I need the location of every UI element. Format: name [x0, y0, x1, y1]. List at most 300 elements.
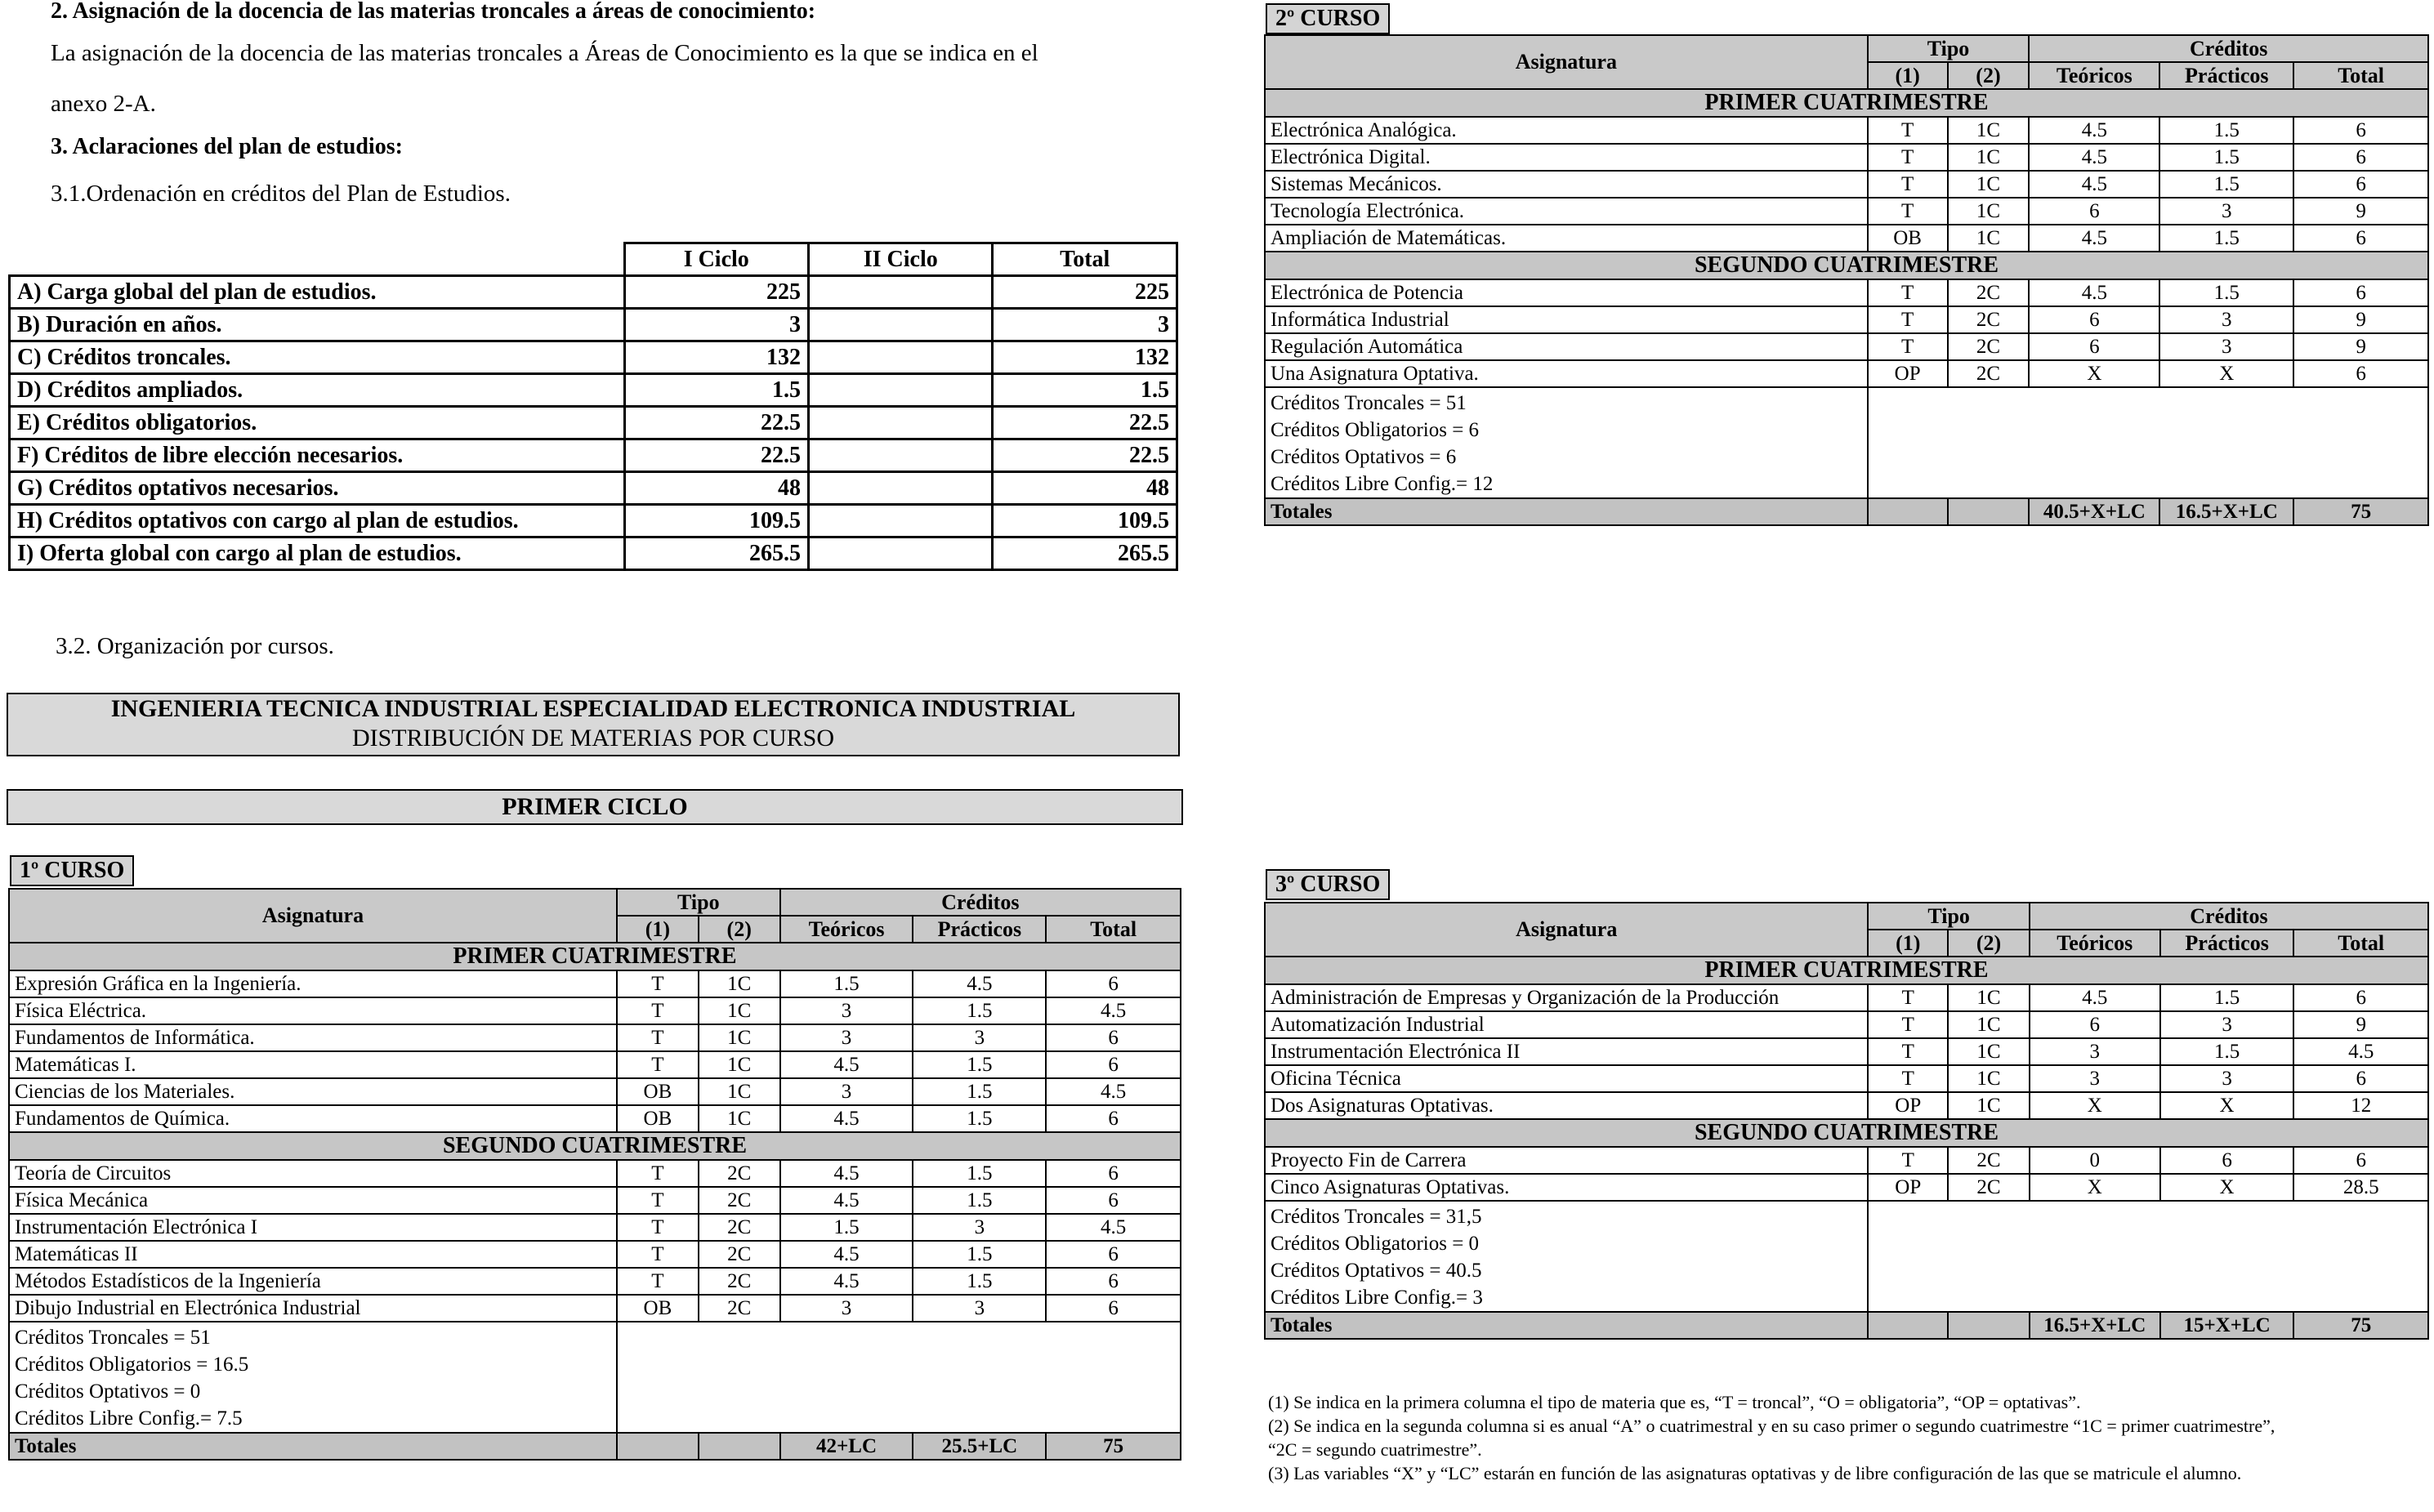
credits-summary-line: Créditos Obligatorios = 6	[1271, 419, 1480, 441]
subject-theory: 3	[780, 997, 913, 1024]
subject-total: 9	[2293, 1011, 2428, 1038]
subject-period: 2C	[1948, 333, 2030, 360]
subject-type: OP	[1868, 1174, 1948, 1201]
subject-practice: 1.5	[2160, 984, 2294, 1011]
subject-period: 1C	[1948, 984, 2030, 1011]
subject-practice: 3	[2160, 1065, 2294, 1092]
subject-row	[9, 1241, 1181, 1268]
subject-row	[1265, 1065, 2428, 1092]
subject-name: Electrónica Digital.	[1265, 144, 1868, 171]
subject-theory: 3	[780, 1078, 913, 1105]
subject-row	[1265, 1092, 2428, 1119]
credits-summary-blank	[1868, 1201, 2428, 1312]
subject-type: OB	[1868, 225, 1948, 252]
subject-period: 1C	[1948, 144, 2030, 171]
subject-practice: 3	[913, 1295, 1046, 1322]
subject-period: 2C	[699, 1160, 780, 1187]
subject-total: 6	[2293, 1147, 2428, 1174]
subject-total: 6	[2293, 360, 2428, 387]
subject-period: 1C	[1948, 225, 2030, 252]
subject-practice: 1.5	[913, 997, 1046, 1024]
subject-practice: 1.5	[913, 1078, 1046, 1105]
subject-name: Métodos Estadísticos de la Ingeniería	[9, 1268, 617, 1295]
summary-label: E) Créditos obligatorios.	[10, 407, 625, 439]
credits-summary-blank	[1868, 387, 2428, 498]
totals-label: Totales	[9, 1433, 617, 1460]
header-tipo-1: (1)	[617, 916, 699, 943]
course-3-tag: 3º CURSO	[1266, 869, 1390, 900]
summary-total: 22.5	[993, 407, 1177, 439]
credits-summary-row	[9, 1322, 1181, 1433]
subject-theory: 6	[2029, 306, 2159, 333]
credits-summary-line: Créditos Libre Config.= 7.5	[15, 1407, 243, 1429]
totals-label: Totales	[1265, 1312, 1868, 1339]
subject-period: 1C	[699, 1078, 780, 1105]
subject-type: T	[1868, 1065, 1948, 1092]
summary-row	[10, 309, 1177, 341]
col-header-ciclo2: II Ciclo	[808, 243, 992, 276]
totals-blank	[1868, 498, 1948, 525]
subject-type: T	[1868, 117, 1948, 144]
paragraph-assignment: La asignación de la docencia de las materias troncales a Áreas de Conocimiento es la que se indica en el	[51, 40, 1038, 66]
credits-summary-row	[1265, 387, 2428, 498]
summary-ciclo2	[808, 439, 992, 472]
subject-theory: 0	[2030, 1147, 2160, 1174]
subject-type: T	[617, 1024, 699, 1051]
header-tipo: Tipo	[1868, 35, 2030, 62]
subject-total: 6	[2293, 144, 2428, 171]
header-teoricos: Teóricos	[780, 916, 913, 943]
subject-practice: 3	[913, 1214, 1046, 1241]
header-tipo-2: (2)	[1948, 62, 2030, 89]
header-tipo-2: (2)	[1948, 930, 2030, 957]
subject-row	[9, 1160, 1181, 1187]
subject-name: Matemáticas I.	[9, 1051, 617, 1078]
subject-period: 1C	[1948, 1092, 2030, 1119]
summary-total: 48	[993, 472, 1177, 505]
totals-theory: 40.5+X+LC	[2029, 498, 2159, 525]
header-tipo-2: (2)	[699, 916, 780, 943]
subject-theory: 4.5	[780, 1268, 913, 1295]
header-asignatura: Asignatura	[1265, 903, 1868, 957]
subject-type: T	[1868, 306, 1948, 333]
subject-name: Instrumentación Electrónica II	[1265, 1038, 1868, 1065]
footnotes	[1268, 1390, 2428, 1485]
summary-ciclo2	[808, 537, 992, 570]
semester-row	[1265, 957, 2428, 984]
subject-name: Fundamentos de Química.	[9, 1105, 617, 1132]
subject-period: 2C	[1948, 306, 2030, 333]
summary-ciclo2	[808, 505, 992, 537]
summary-row	[10, 276, 1177, 309]
summary-label: D) Créditos ampliados.	[10, 374, 625, 407]
subject-type: T	[1868, 984, 1948, 1011]
subject-theory: 3	[2030, 1065, 2160, 1092]
subject-theory: 4.5	[780, 1105, 913, 1132]
subject-row	[1265, 117, 2428, 144]
header-asignatura: Asignatura	[9, 889, 617, 943]
totals-practice: 15+X+LC	[2160, 1312, 2294, 1339]
blank-cell	[10, 243, 625, 276]
subject-name: Electrónica de Potencia	[1265, 279, 1868, 306]
subject-row	[9, 1105, 1181, 1132]
subject-row	[9, 970, 1181, 997]
subject-practice: 1.5	[2159, 117, 2293, 144]
header-total: Total	[2293, 62, 2428, 89]
subject-period: 1C	[699, 997, 780, 1024]
summary-row	[10, 505, 1177, 537]
header-teoricos: Teóricos	[2029, 62, 2159, 89]
subject-total: 12	[2293, 1092, 2428, 1119]
summary-ciclo2	[808, 407, 992, 439]
summary-total: 3	[993, 309, 1177, 341]
subject-type: OB	[617, 1078, 699, 1105]
subject-period: 2C	[699, 1241, 780, 1268]
subject-total: 6	[2293, 117, 2428, 144]
summary-total: 132	[993, 341, 1177, 374]
subject-total: 6	[1046, 1241, 1181, 1268]
header-total: Total	[1046, 916, 1181, 943]
subject-name: Automatización Industrial	[1265, 1011, 1868, 1038]
subject-total: 9	[2293, 333, 2428, 360]
subject-name: Administración de Empresas y Organización de la Producción	[1265, 984, 1868, 1011]
subject-row	[1265, 1147, 2428, 1174]
subject-practice: 3	[2159, 333, 2293, 360]
subject-practice: 3	[2160, 1011, 2294, 1038]
subject-practice: 3	[913, 1024, 1046, 1051]
subject-theory: 4.5	[2029, 279, 2159, 306]
subject-row	[9, 1295, 1181, 1322]
summary-label: F) Créditos de libre elección necesarios.	[10, 439, 625, 472]
subject-row	[1265, 1038, 2428, 1065]
credits-summary-cell	[1265, 387, 1868, 498]
subject-type: OB	[617, 1295, 699, 1322]
subject-total: 6	[2293, 171, 2428, 198]
subject-type: T	[617, 1268, 699, 1295]
summary-total: 109.5	[993, 505, 1177, 537]
subject-period: 1C	[699, 1051, 780, 1078]
semester-row	[9, 1132, 1181, 1160]
subject-period: 2C	[699, 1268, 780, 1295]
heading-section-3: 3. Aclaraciones del plan de estudios:	[51, 134, 403, 159]
subject-period: 2C	[1948, 360, 2030, 387]
course-1-table	[8, 888, 1181, 1461]
subject-type: T	[617, 1051, 699, 1078]
heading-section-2: 2. Asignación de la docencia de las materias troncales a áreas de conocimiento:	[51, 0, 816, 24]
summary-ciclo2	[808, 309, 992, 341]
subject-period: 2C	[1948, 1174, 2030, 1201]
subject-row	[1265, 360, 2428, 387]
footnote-3: (3) Las variables “X” y “LC” estarán en función de las asignaturas optativas y de libre configuración de las que se matricule el alumno.	[1268, 1463, 2242, 1483]
subheading-3-2: 3.2. Organización por cursos.	[56, 633, 334, 659]
subject-row	[9, 1214, 1181, 1241]
subject-total: 6	[1046, 1105, 1181, 1132]
subject-row	[9, 997, 1181, 1024]
course-3-table	[1264, 902, 2429, 1340]
summary-label: H) Créditos optativos con cargo al plan de estudios.	[10, 505, 625, 537]
subject-practice: 1.5	[2159, 279, 2293, 306]
subject-practice: X	[2159, 360, 2293, 387]
summary-ciclo1: 132	[624, 341, 808, 374]
subject-type: T	[1868, 279, 1948, 306]
subject-type: T	[1868, 1147, 1948, 1174]
footnote-2: (2) Se indica en la segunda columna si es anual “A” o cuatrimestral y en su caso primer o segundo cuatrimestre “1C = primer cuatrimestre”,	[1268, 1416, 2275, 1436]
subject-total: 6	[1046, 1268, 1181, 1295]
subject-name: Tecnología Electrónica.	[1265, 198, 1868, 225]
subject-theory: 4.5	[2030, 984, 2160, 1011]
summary-label: B) Duración en años.	[10, 309, 625, 341]
totals-total: 75	[2293, 1312, 2428, 1339]
subject-row	[1265, 198, 2428, 225]
semester-title: PRIMER CUATRIMESTRE	[1265, 957, 2428, 984]
subject-practice: 1.5	[913, 1105, 1046, 1132]
subject-practice: 1.5	[913, 1051, 1046, 1078]
header-total: Total	[2293, 930, 2428, 957]
subject-theory: 3	[2030, 1038, 2160, 1065]
subject-period: 1C	[1948, 171, 2030, 198]
header-practicos: Prácticos	[2159, 62, 2293, 89]
header-creditos: Créditos	[2029, 35, 2428, 62]
header-tipo-1: (1)	[1868, 930, 1948, 957]
credits-summary-cell	[1265, 1201, 1868, 1312]
subject-row	[1265, 279, 2428, 306]
subject-practice: X	[2160, 1174, 2294, 1201]
subject-theory: 1.5	[780, 970, 913, 997]
subject-period: 1C	[1948, 1011, 2030, 1038]
credits-summary-line: Créditos Troncales = 51	[15, 1327, 211, 1349]
subject-period: 2C	[699, 1187, 780, 1214]
subject-name: Oficina Técnica	[1265, 1065, 1868, 1092]
totals-total: 75	[2293, 498, 2428, 525]
subject-name: Electrónica Analógica.	[1265, 117, 1868, 144]
totals-row	[1265, 498, 2428, 525]
subject-total: 6	[2293, 1065, 2428, 1092]
subject-practice: 6	[2160, 1147, 2294, 1174]
subject-theory: 4.5	[780, 1187, 913, 1214]
subject-practice: 1.5	[913, 1187, 1046, 1214]
subject-row	[1265, 225, 2428, 252]
credits-summary-line: Créditos Obligatorios = 16.5	[15, 1354, 249, 1376]
summary-ciclo2	[808, 472, 992, 505]
summary-ciclo1: 109.5	[624, 505, 808, 537]
subject-row	[1265, 333, 2428, 360]
subject-practice: 1.5	[2160, 1038, 2294, 1065]
col-header-ciclo1: I Ciclo	[624, 243, 808, 276]
subject-theory: 4.5	[780, 1160, 913, 1187]
semester-title: PRIMER CUATRIMESTRE	[9, 943, 1181, 970]
subject-type: OB	[617, 1105, 699, 1132]
credits-summary-line: Créditos Obligatorios = 0	[1271, 1233, 1480, 1255]
subject-total: 9	[2293, 198, 2428, 225]
subject-total: 4.5	[2293, 1038, 2428, 1065]
semester-row	[1265, 252, 2428, 279]
subject-type: T	[617, 970, 699, 997]
credits-summary-line: Créditos Libre Config.= 12	[1271, 473, 1494, 495]
subject-type: T	[617, 1241, 699, 1268]
header-practicos: Prácticos	[913, 916, 1046, 943]
subject-theory: 6	[2029, 198, 2159, 225]
subject-period: 2C	[1948, 1147, 2030, 1174]
subject-practice: 1.5	[2159, 144, 2293, 171]
totals-blank	[1948, 498, 2030, 525]
subject-total: 6	[1046, 1160, 1181, 1187]
semester-title: PRIMER CUATRIMESTRE	[1265, 89, 2428, 117]
header-tipo: Tipo	[1868, 903, 2029, 930]
totals-blank	[1868, 1312, 1948, 1339]
credits-summary-cell	[9, 1322, 617, 1433]
course-2-table	[1264, 34, 2429, 526]
subject-name: Una Asignatura Optativa.	[1265, 360, 1868, 387]
subject-practice: X	[2160, 1092, 2294, 1119]
subject-name: Fundamentos de Informática.	[9, 1024, 617, 1051]
summary-label: G) Créditos optativos necesarios.	[10, 472, 625, 505]
totals-row	[1265, 1312, 2428, 1339]
subject-practice: 1.5	[913, 1268, 1046, 1295]
subject-period: 1C	[1948, 1065, 2030, 1092]
subject-practice: 4.5	[913, 970, 1046, 997]
subject-total: 4.5	[1046, 1078, 1181, 1105]
summary-label: A) Carga global del plan de estudios.	[10, 276, 625, 309]
subject-theory: 6	[2030, 1011, 2160, 1038]
subject-row	[9, 1078, 1181, 1105]
subject-practice: 3	[2159, 198, 2293, 225]
subject-practice: 3	[2159, 306, 2293, 333]
subject-row	[9, 1051, 1181, 1078]
subject-period: 1C	[1948, 198, 2030, 225]
footnote-1: (1) Se indica en la primera columna el tipo de materia que es, “T = troncal”, “O = obligatoria”, “OP = optativas”.	[1268, 1392, 2081, 1412]
subject-theory: 3	[780, 1295, 913, 1322]
totals-practice: 16.5+X+LC	[2159, 498, 2293, 525]
subject-total: 6	[1046, 1024, 1181, 1051]
totals-blank	[699, 1433, 780, 1460]
header-creditos: Créditos	[780, 889, 1181, 916]
summary-ciclo1: 265.5	[624, 537, 808, 570]
subject-theory: 1.5	[780, 1214, 913, 1241]
subject-row	[1265, 144, 2428, 171]
subject-total: 6	[2293, 984, 2428, 1011]
subject-type: T	[1868, 198, 1948, 225]
header-teoricos: Teóricos	[2030, 930, 2160, 957]
subject-total: 28.5	[2293, 1174, 2428, 1201]
semester-title: SEGUNDO CUATRIMESTRE	[1265, 1119, 2428, 1147]
subject-row	[1265, 306, 2428, 333]
summary-ciclo1: 1.5	[624, 374, 808, 407]
header-asignatura: Asignatura	[1265, 35, 1868, 89]
subject-name: Dos Asignaturas Optativas.	[1265, 1092, 1868, 1119]
subject-period: 1C	[699, 970, 780, 997]
totals-blank	[617, 1433, 699, 1460]
header-row	[1265, 903, 2428, 930]
credits-summary-blank	[617, 1322, 1181, 1433]
subject-theory: 4.5	[780, 1051, 913, 1078]
subject-theory: X	[2030, 1174, 2160, 1201]
header-row	[9, 889, 1181, 916]
semester-row	[1265, 89, 2428, 117]
summary-ciclo1: 22.5	[624, 439, 808, 472]
subject-period: 2C	[699, 1214, 780, 1241]
subject-type: T	[617, 1214, 699, 1241]
summary-ciclo1: 22.5	[624, 407, 808, 439]
subject-type: T	[617, 1187, 699, 1214]
credits-summary-line: Créditos Troncales = 51	[1271, 392, 1467, 414]
subject-name: Teoría de Circuitos	[9, 1160, 617, 1187]
subject-name: Ampliación de Matemáticas.	[1265, 225, 1868, 252]
subject-practice: 1.5	[913, 1160, 1046, 1187]
summary-row	[10, 439, 1177, 472]
subject-name: Dibujo Industrial en Electrónica Industrial	[9, 1295, 617, 1322]
subject-total: 9	[2293, 306, 2428, 333]
subject-row	[1265, 1011, 2428, 1038]
subject-row	[9, 1187, 1181, 1214]
totals-practice: 25.5+LC	[913, 1433, 1046, 1460]
subject-name: Ciencias de los Materiales.	[9, 1078, 617, 1105]
header-tipo-1: (1)	[1868, 62, 1948, 89]
paragraph-annex: anexo 2-A.	[51, 91, 156, 117]
subject-name: Instrumentación Electrónica I	[9, 1214, 617, 1241]
summary-ciclo1: 225	[624, 276, 808, 309]
subject-type: OP	[1868, 360, 1948, 387]
subject-practice: 1.5	[913, 1241, 1046, 1268]
subject-theory: 4.5	[2029, 117, 2159, 144]
subject-name: Regulación Automática	[1265, 333, 1868, 360]
totals-blank	[1948, 1312, 2030, 1339]
subject-name: Física Mecánica	[9, 1187, 617, 1214]
summary-ciclo1: 3	[624, 309, 808, 341]
subject-period: 2C	[699, 1295, 780, 1322]
subject-total: 6	[1046, 1187, 1181, 1214]
subject-total: 4.5	[1046, 997, 1181, 1024]
subject-period: 1C	[699, 1105, 780, 1132]
summary-total: 265.5	[993, 537, 1177, 570]
subject-theory: X	[2029, 360, 2159, 387]
header-tipo: Tipo	[617, 889, 780, 916]
summary-ciclo2	[808, 374, 992, 407]
subject-theory: X	[2030, 1092, 2160, 1119]
subheading-3-1: 3.1.Ordenación en créditos del Plan de Estudios.	[51, 181, 511, 207]
degree-title-line2: DISTRIBUCIÓN DE MATERIAS POR CURSO	[351, 725, 835, 752]
degree-title-line1: INGENIERIA TECNICA INDUSTRIAL ESPECIALIDAD ELECTRONICA INDUSTRIAL	[110, 695, 1076, 722]
subject-theory: 4.5	[2029, 144, 2159, 171]
summary-row	[10, 472, 1177, 505]
cycle-title-box	[7, 789, 1183, 825]
subject-theory: 3	[780, 1024, 913, 1051]
course-1-tag: 1º CURSO	[10, 855, 134, 886]
totals-total: 75	[1046, 1433, 1181, 1460]
summary-row	[10, 341, 1177, 374]
totals-theory: 42+LC	[780, 1433, 913, 1460]
subject-type: T	[617, 1160, 699, 1187]
subject-period: 1C	[1948, 1038, 2030, 1065]
cycle-title: PRIMER CICLO	[502, 793, 688, 820]
subject-total: 6	[1046, 970, 1181, 997]
semester-row	[9, 943, 1181, 970]
subject-type: T	[1868, 1038, 1948, 1065]
credits-summary-table	[8, 242, 1178, 571]
subject-total: 6	[1046, 1051, 1181, 1078]
subject-name: Física Eléctrica.	[9, 997, 617, 1024]
subject-practice: 1.5	[2159, 171, 2293, 198]
semester-title: SEGUNDO CUATRIMESTRE	[1265, 252, 2428, 279]
credits-summary-line: Créditos Optativos = 40.5	[1271, 1260, 1482, 1282]
subject-type: T	[617, 997, 699, 1024]
summary-row	[10, 537, 1177, 570]
subject-theory: 6	[2029, 333, 2159, 360]
subject-name: Sistemas Mecánicos.	[1265, 171, 1868, 198]
summary-ciclo1: 48	[624, 472, 808, 505]
semester-row	[1265, 1119, 2428, 1147]
summary-total: 1.5	[993, 374, 1177, 407]
subject-practice: 1.5	[2159, 225, 2293, 252]
